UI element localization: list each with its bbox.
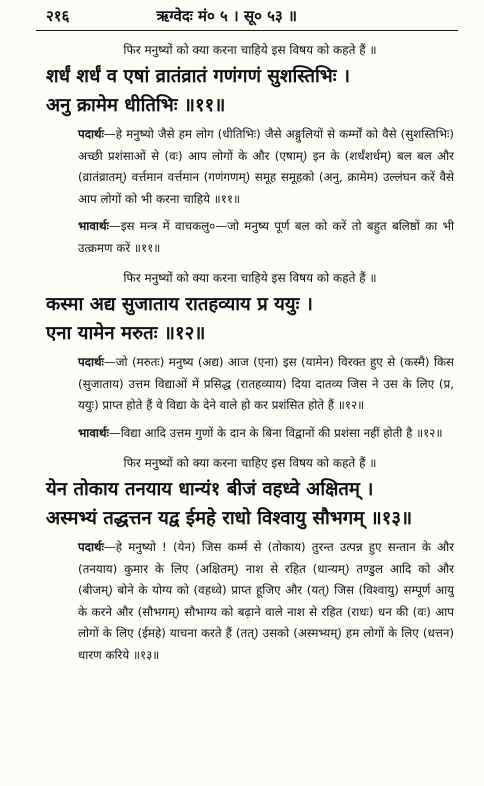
running-title: ऋग्वेदः मं० ५ । सू० ५३ ॥ [156,7,297,25]
padartha-paragraph [46,537,454,666]
header-rule [36,30,458,31]
bhavartha-paragraph [46,216,454,259]
bhavartha-label: भावार्थः [78,219,109,233]
section-intro: फिर मनुष्यों को क्या करना चाहिये इस विषय को कहते हैं ॥ [123,43,377,57]
page-header [46,6,454,26]
padartha-text: —जो (मरुतः) मनुष्य (अद्य) आज (एना) इस (यामेन) विरक्त हुए से (कस्मै) किस (सुजाताय) उत्तम विद्याओं में प्रसिद्ध (रातहव्याय) दिया दातव्य जिस ने उस के लिए (प्र, ययुः) प्राप्त होते हैं वे विद्या के देने वाले हो कर प्रशंसित होते हैं ॥१२॥ [78,355,454,412]
verse-line: अनु क्रामेम धीतिभिः ॥११॥ [46,95,226,116]
section-intro: फिर मनुष्यों को क्या करना चाहिये इस विषय को कहते हैं ॥ [123,271,377,285]
verse-line: शर्धं शर्धं व एषां व्रातंव्रातं गणंगणं सुशस्तिभिः । [46,66,350,87]
mantra-section [46,454,454,666]
padartha-label: पदार्थः [78,355,104,369]
padartha-text: —हे मनुष्यो ! (येन) जिस कर्म्म से (तोकाय) तुरन्त उत्पन्न हुए सन्तान के और (तनयाय) कुमार के लिए (अक्षितम्) नाश से रहित (धान्यम्) तण्डुल आदि को और (बीजम्) बोने के योग्य को (वहध्वे) प्राप्त हूजिए और (यत्) जिस (विश्वायु) सम्पूर्ण आयु के करने और (सौभगम्) सौभाग्य को बढ़ाने वाले नाश से रहित (राधः) धन की (वः) आप लोगों के लिए (ईमहे) याचना करते हैं (तत्) उसको (अस्मभ्यम्) हम लोगों के लिए (धत्तन) धारण करिये ॥१३॥ [78,540,454,662]
verse-line: येन तोकाय तनयाय धान्यं१ बीजं वहध्वे अक्षितम् । [46,479,374,500]
padartha-paragraph [46,124,454,210]
bhavartha-text: —विद्या आदि उत्तम गुणों के दान के बिना विद्वानों की प्रशंसा नहीं होती है ॥१२॥ [108,425,443,440]
verse-line: एना यामेन मरुतः ॥१२॥ [46,323,206,344]
section-intro: फिर मनुष्यों को क्या करना चाहिए इस विषय को कहते हैं ॥ [123,456,377,470]
padartha-text: —हे मनुष्यो जैसे हम लोग (धीतिभिः) जैसे अङ्गुलियों से कर्म्मों को वैसे (सुशस्तिभिः) अच्छी प्रशंसाओं से (वः) आप लोगों के और (एषाम्) इन के (शर्धंशर्धम्) बल बल और (व्रातंव्रातम्) वर्त्तमान वर्त्तमान (गणंगणम्) समूह समूहको (अनु, क्रामेम) उल्लंघन करें वैसे आप लोगों को भी करना चाहिये ॥११॥ [78,127,454,206]
padartha-label: पदार्थः [78,127,104,141]
mantra-section [46,269,454,444]
page-number: २१६ [46,7,70,25]
bhavartha-text: —इस मन्त्र में वाचकलु०—जो मनुष्य पूर्ण बल को करें तो बहुत बलिष्ठों का भी उत्क्रमण करें ॥११॥ [78,219,454,255]
padartha-label: पदार्थः [78,540,104,554]
bhavartha-paragraph [46,423,454,445]
mantra-section [46,41,454,259]
verse-line: कस्मा अद्य सुजाताय रातहव्याय प्र ययुः । [46,294,313,315]
padartha-paragraph [46,352,454,417]
verse-line: अस्मभ्यं तद्धत्तन यद्व ईमहे राधो विश्वायु सौभगम् ॥१३॥ [46,508,413,529]
bhavartha-label: भावार्थः [78,425,109,440]
